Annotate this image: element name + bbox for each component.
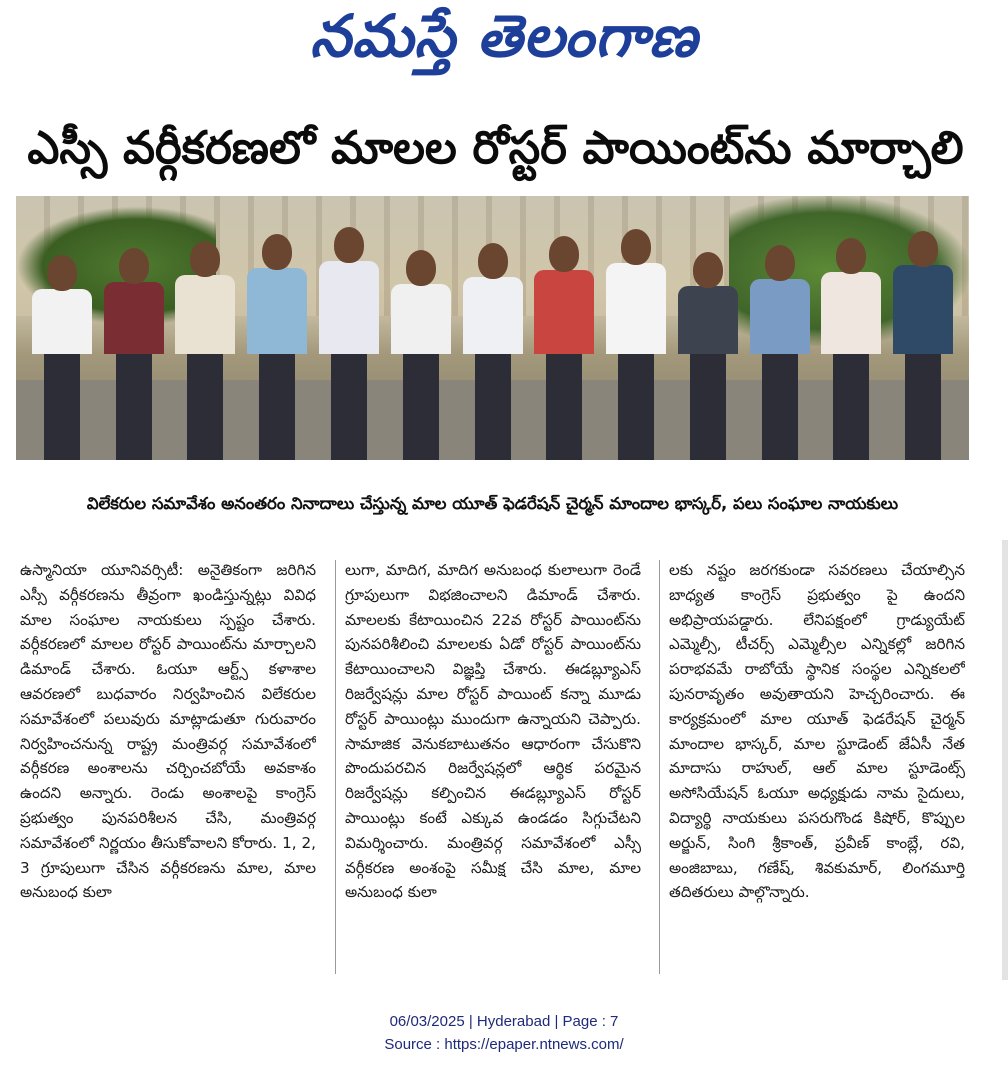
person-legs	[690, 350, 726, 460]
person-head	[621, 229, 651, 265]
person-legs	[475, 350, 511, 460]
person-shirt	[104, 282, 164, 354]
person-shirt	[678, 286, 738, 354]
photo-person	[391, 250, 451, 460]
person-head	[908, 231, 938, 267]
article-body	[20, 558, 980, 976]
masthead	[0, 0, 1008, 100]
person-shirt	[175, 275, 235, 354]
person-legs	[403, 350, 439, 460]
person-head	[262, 234, 292, 270]
person-shirt	[893, 265, 953, 354]
person-legs	[259, 350, 295, 460]
person-shirt	[463, 277, 523, 354]
column-divider	[659, 560, 660, 974]
person-shirt	[247, 268, 307, 354]
article-column-1: ఉస్మానియా యూనివర్సిటీ: అనైతికంగా జరిగిన ఎస్సీ వర్గీకరణను తీవ్రంగా ఖండిస్తున్నట్లు వివిధ మాల సంఘాల నాయకులు స్పష్టం చేశారు. వర్గీకరణలో మాలల రోస్టర్ పాయింట్‌ను మార్చాలని డిమాండ్ చేశారు. ఓయూ ఆర్ట్స్ కళాశాల ఆవరణలో బుధవారం నిర్వహించిన విలేకరుల సమావేశంలో పలువురు మాట్లాడుతూ గురువారం నిర్వహించనున్న రాష్ట్ర మంత్రివర్గ సమావేశంలో వర్గీకరణ అంశాలను చర్చించబోయే అవకాశం ఉందని అన్నారు. రెండు అంశాలపై కాంగ్రెస్ ప్రభుత్వం పునపరిశీలన చేసి, మంత్రివర్గ సమావేశంలో నిర్ణయం తీసుకోవాలని కోరారు. 1, 2, 3 గ్రూపులుగా చేసిన వర్గీకరణను మాల, మాల అనుబంధ కులా	[20, 561, 316, 902]
photo-caption: విలేకరుల సమావేశం అనంతరం నినాదాలు చేస్తున్న మాల యూత్ ఫెడరేషన్ చైర్మన్ మాందాల భాస్కర్, పలు సంఘాల నాయకులు	[86, 494, 899, 513]
photo-person	[678, 252, 738, 460]
column-divider	[335, 560, 336, 974]
newspaper-title: నమస్తే తెలంగాణ	[310, 2, 698, 70]
person-head	[190, 241, 220, 277]
person-shirt	[32, 289, 92, 354]
photo-person	[175, 241, 235, 460]
person-legs	[833, 350, 869, 460]
article-column-2: లుగా, మాదిగ, మాదిగ అనుబంధ కులాలుగా రెండే గ్రూపులుగా విభజించాలని డిమాండ్ చేశారు. మాలలకు కేటాయించిన 22వ రోస్టర్ పాయింట్‌ను పునపరిశీలించి మాలలకు ఏడో రోస్టర్ పాయింట్‌ను కేటాయించాలని విజ్ఞప్తి చేశారు. ఈడబ్ల్యూఎస్ రిజర్వేషన్లు మాల రోస్టర్ పాయింట్ కన్నా మూడు రోస్టర్ పాయింట్లు ముందుగా ఉన్నాయని చెప్పారు. సామాజిక వెనుకబాటుతనం ఆధారంగా చేసుకొని పొందుపరచిన రిజర్వేషన్లలో ఆర్థిక పరమైన రిజర్వేషన్లు కల్పించిన ఈడబ్ల్యూఎస్ రోస్టర్ పాయింట్లు కంటే ఎక్కువ ఉండడం సిగ్గుచేటని విమర్శించారు. మంత్రివర్గ సమావేశంలో ఎస్సీ వర్గీకరణ అంశంపై సమీక్ష చేసి మాల, మాల అనుబంధ కులా	[345, 561, 641, 902]
person-legs	[905, 350, 941, 460]
person-head	[478, 243, 508, 279]
person-legs	[116, 350, 152, 460]
photo-person	[463, 243, 523, 460]
article-column-3: లకు నష్టం జరగకుండా సవరణలు చేయాల్సిన బాధ్యత కాంగ్రెస్ ప్రభుత్వం పై ఉందని అభిప్రాయపడ్డారు. లేనిపక్షంలో గ్రాడ్యుయేట్ ఎమ్మెల్సీ, టీచర్స్ ఎమ్మెల్సీల ఎన్నికల్లో జరిగిన పరాభవమే రాబోయే స్థానిక సంస్థల ఎన్నికలలో పునరావృతం అవుతాయని హెచ్చరించారు. ఈ కార్యక్రమంలో మాల యూత్ ఫెడరేషన్ చైర్మన్ మాందాల భాస్కర్, మాల స్టూడెంట్ జేఏసీ నేత మాదాసు రాహుల్, ఆల్ మాల స్టూడెంట్స్ అసోసియేషన్ ఓయూ అధ్యక్షుడు నామ సైదులు, విద్యార్థి నాయకులు పసరుగొండ కిషోర్, కొప్పుల అర్జున్, సింగి శ్రీకాంత్, ప్రవీణ్ కాంబ్లే, రవి, అంజిబాబు, గణేష్, శివకుమార్, లింగమూర్తి తదితరులు పాల్గొన్నారు.	[669, 561, 965, 902]
footer-source-line: Source : https://epaper.ntnews.com/	[384, 1036, 624, 1053]
page-footer	[0, 1010, 1008, 1056]
person-shirt	[319, 261, 379, 354]
person-legs	[762, 350, 798, 460]
photo-person	[821, 238, 881, 460]
person-shirt	[750, 279, 810, 354]
photo-person	[247, 234, 307, 460]
page-edge	[1002, 540, 1008, 980]
person-shirt	[606, 263, 666, 354]
photo-person	[606, 229, 666, 460]
person-legs	[546, 350, 582, 460]
footer-date-line: 06/03/2025 | Hyderabad | Page : 7	[389, 1013, 619, 1030]
person-legs	[618, 350, 654, 460]
person-head	[549, 236, 579, 272]
photo-person	[104, 248, 164, 460]
person-shirt	[534, 270, 594, 354]
news-photo	[16, 196, 969, 460]
person-legs	[44, 350, 80, 460]
person-legs	[331, 350, 367, 460]
person-head	[47, 255, 77, 291]
photo-person	[893, 231, 953, 460]
photo-person	[32, 255, 92, 460]
person-head	[836, 238, 866, 274]
person-head	[693, 252, 723, 288]
person-head	[334, 227, 364, 263]
photo-person	[534, 236, 594, 460]
photo-person	[319, 227, 379, 460]
person-legs	[187, 350, 223, 460]
article-headline: ఎస్సీ వర్గీకరణలో మాలల రోస్టర్ పాయింట్‌ను మార్చాలి	[27, 121, 964, 174]
person-head	[765, 245, 795, 281]
person-shirt	[821, 272, 881, 354]
person-shirt	[391, 284, 451, 354]
photo-person	[750, 245, 810, 460]
person-head	[406, 250, 436, 286]
person-head	[119, 248, 149, 284]
